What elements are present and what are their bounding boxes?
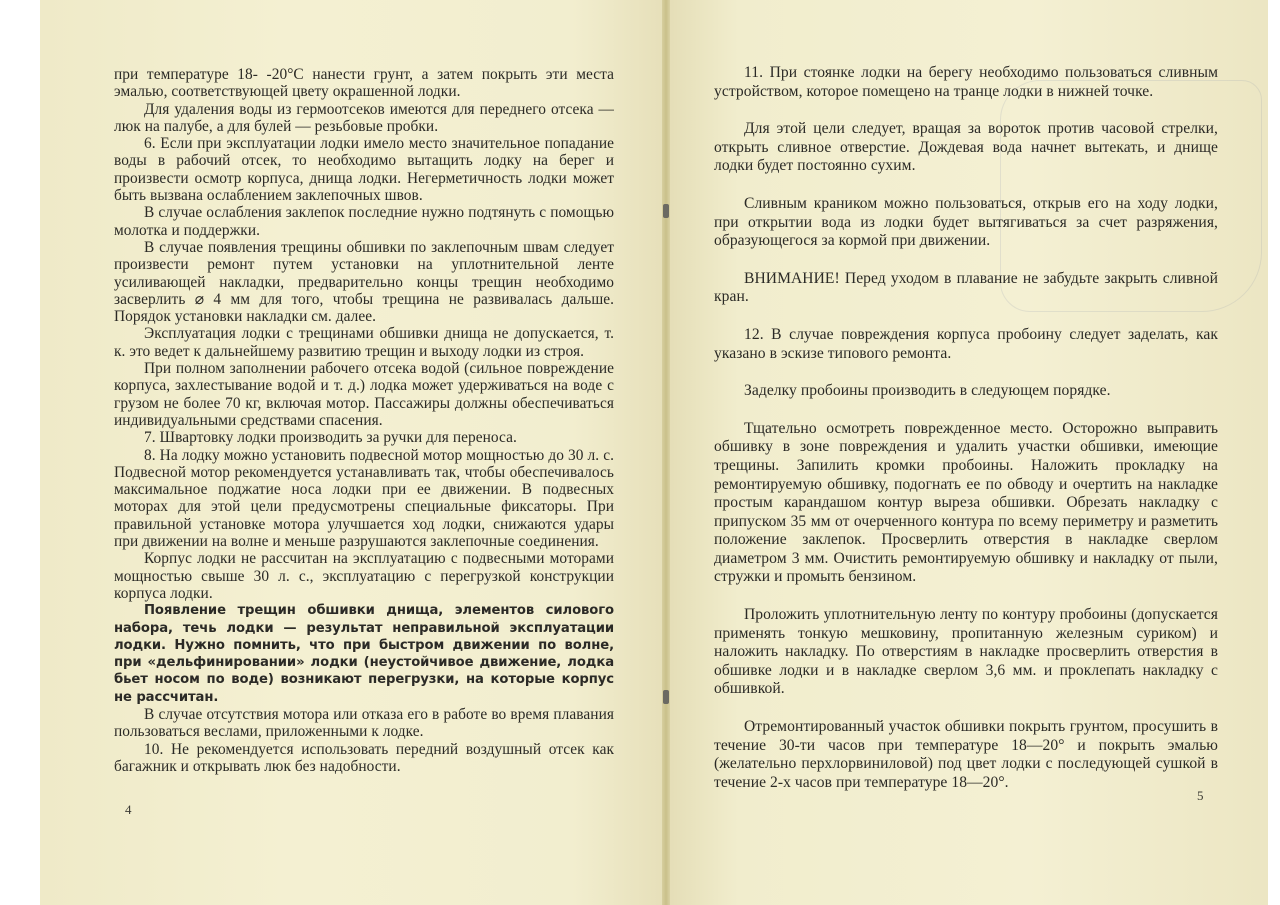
paragraph-bold-warning: Появление трещин обшивки днища, элементов силового набора, течь лодки — результат неправильной эксплуатации лодки. Нужно помнить, что при быстром движении по волне, при «дельфинировании» лодки (неустойчивое движение, лодка бьет носом по воде) возникают перегрузки, на которые корпус не рассчитан. <box>114 603 614 705</box>
paragraph: ВНИМАНИЕ! Перед уходом в плавание не забудьте закрыть сливной кран. <box>714 269 1218 306</box>
paragraph: В случае ослабления заклепок последние нужно подтянуть с помощью молотка и поддержки. <box>114 204 614 239</box>
paragraph: Для этой цели следует, вращая за вороток против часовой стрелки, открыть сливное отверстие. Дождевая вода начнет вытекать, и днище лодки будет постоянно сухим. <box>714 120 1218 175</box>
left-page-text <box>114 66 614 775</box>
page-number-right: 5 <box>1197 788 1204 803</box>
binding-gutter <box>662 0 670 905</box>
paragraph: 10. Не рекомендуется использовать передний воздушный отсек как багажник и открывать люк без надобности. <box>114 740 614 775</box>
paragraph: при температуре 18- -20°С нанести грунт, а затем покрыть эти места эмалью, соответствующей цвету окрашенной лодки. <box>114 66 614 101</box>
paragraph: Для удаления воды из гермоотсеков имеются для переднего отсека — люк на палубе, а для булей — резьбовые пробки. <box>114 100 614 135</box>
paragraph: Сливным краником можно пользоваться, открыв его на ходу лодки, при открытии вода из лодки будет вытягиваться за счет разряжения, образующегося за кормой при движении. <box>714 194 1218 250</box>
staple <box>663 204 669 218</box>
paragraph: Тщательно осмотреть поврежденное место. Осторожно выправить обшивку в зоне повреждения и удалить участки обшивки, имеющие трещины. Запилить кромки пробоины. Наложить прокладку на ремонтируемую обшивку, подогнать ее по обводу и очертить на накладке простым карандашом контур выреза обшивки. Обрезать накладку с припуском 35 мм от очерченного контура по всему периметру и разметить положение заклепок. Просверлить отверстия в накладке сверлом диаметром 3 мм. Очистить ремонтируемую обшивку и накладку от пыли, стружки и промыть бензином. <box>714 419 1218 586</box>
paragraph: 11. При стоянке лодки на берегу необходимо пользоваться сливным устройством, которое помещено на транце лодки в нижней точке. <box>714 64 1218 100</box>
paragraph: Отремонтированный участок обшивки покрыть грунтом, просушить в течение 30-ти часов при температуре 18—20° и покрыть эмалью (желательно перхлорвиниловой) под цвет лодки с последующей сушкой в течение 2-х часов при температуре 18—20°. <box>714 718 1218 791</box>
paragraph: 12. В случае повреждения корпуса пробоину следует заделать, как указано в эскизе типового ремонта. <box>714 325 1218 362</box>
paragraph: Проложить уплотнительную ленту по контуру пробоины (допускается применять тонкую мешковину, пропитанную железным суриком) и наложить накладку. По отверстиям в накладке просверлить отверстия в обшивке лодки и в накладке сверлом 3,6 мм. и проклепать накладку с обшивкой. <box>714 606 1218 698</box>
paragraph: В случае появления трещины обшивки по заклепочным швам следует произвести ремонт путем установки на уплотнительной ленте усиливающей накладки, предварительно концы трещин необходимо засверлить ⌀ 4 мм для того, чтобы трещина не развивалась дальше. Порядок установки накладки см. далее. <box>114 238 614 326</box>
paragraph: 8. На лодку можно установить подвесной мотор мощностью до 30 л. с. Подвесной мотор рекомендуется устанавливать так, чтобы обеспечивалось максимальное поджатие носа лодки при ее движении. В подвесных моторах для этой цели предусмотрены специальные фиксаторы. При правильной установке мотора улучшается ход лодки, снижаются удары при движении на волне и меньше разрушаются заклепочные соединения. <box>114 446 614 551</box>
paragraph: 6. Если при эксплуатации лодки имело место значительное попадание воды в рабочий отсек, то необходимо вытащить лодку на берег и произвести осмотр корпуса, днища лодки. Негерметичность лодки может быть вызвана ослаблением заклепочных швов. <box>114 135 614 205</box>
staple <box>663 690 669 704</box>
paragraph: В случае отсутствия мотора или отказа его в работе во время плавания пользоваться веслами, приложенными к лодке. <box>114 705 614 741</box>
paragraph: При полном заполнении рабочего отсека водой (сильное повреждение корпуса, захлестывание водой и т. д.) лодка может удерживаться на воде с грузом не более 70 кг, включая мотор. Пассажиры должны обеспечиваться индивидуальными средствами спасения. <box>114 360 614 429</box>
paragraph: Корпус лодки не рассчитан на эксплуатацию с подвесными моторами мощностью свыше 30 л. с., эксплуатацию с перегрузкой конструкции корпуса лодки. <box>114 550 614 602</box>
paragraph: Эксплуатация лодки с трещинами обшивки днища не допускается, т. к. это ведет к дальнейшему развитию трещин и выходу лодки из строя. <box>114 325 614 360</box>
right-page-text <box>714 64 1218 811</box>
page-number-left: 4 <box>125 802 132 817</box>
paragraph: 7. Швартовку лодки производить за ручки для переноса. <box>144 429 517 447</box>
paragraph: Заделку пробоины производить в следующем порядке. <box>744 382 1111 400</box>
